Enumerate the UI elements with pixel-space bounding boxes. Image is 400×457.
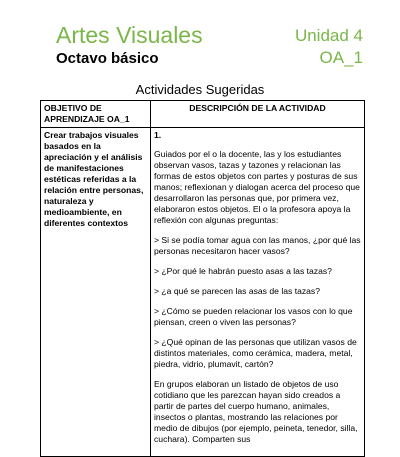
description-column-header: DESCRIPCIÓN DE LA ACTIVIDAD (151, 101, 365, 128)
document-header-right (295, 26, 363, 68)
question-item: > ¿Qué opinan de las personas que utilizan vasos de distintos materiales, como cerámica, madera, metal, piedra, vidrio, plumavit, cartón? (154, 337, 357, 369)
activity-number: 1. (154, 130, 162, 140)
section-title: Actividades Sugeridas (135, 82, 265, 97)
table-header-row (41, 101, 365, 128)
question-item: > Si se podía tomar agua con las manos, ¿por qué las personas necesitaron hacer vasos? (154, 235, 361, 256)
activities-table (40, 100, 365, 457)
objective-code: OA_1 (319, 48, 363, 67)
document-header-left (56, 22, 203, 68)
objective-cell: Crear trabajos visuales basados en la apreciación y el análisis de manifestaciones estéticas referidas a la relación entre personas, naturaleza y medioambiente, en diferentes contextos (41, 128, 151, 457)
question-item: > ¿a qué se parecen las asas de las tazas? (154, 286, 321, 296)
grade-level: Octavo básico (56, 50, 159, 67)
subject-title: Artes Visuales (56, 22, 203, 48)
table-row (41, 128, 365, 457)
unit-label: Unidad 4 (294, 26, 363, 45)
description-cell (151, 128, 365, 457)
activity-paragraph: En grupos elaboran un listado de objetos de uso cotidiano que les parezcan hayan sido creados a partir de partes del cuerpo humano, animales, insectos o plantas, mostrando las relaciones por medio de dibujos (por ejemplo, peineta, tenedor, silla, cuchara). Comparten sus (154, 379, 358, 444)
question-item: > ¿Por qué le habrán puesto asas a las tazas? (154, 266, 332, 276)
activity-paragraph: Guiados por el o la docente, las y los estudiantes observan vasos, tazas y tazones y relacionan las formas de estos objetos con partes y posturas de sus manos; reflexionan y dialogan acerca del proceso que desarrollaron las personas que, por primera vez, elaboraron estos objetos. El o la profesora apoya la reflexión con algunas preguntas: (154, 149, 360, 225)
question-item: > ¿Cómo se pueden relacionar los vasos con lo que piensan, creen o viven las personas? (154, 306, 353, 327)
objective-column-header: OBJETIVO DE APRENDIZAJE OA_1 (41, 101, 151, 128)
